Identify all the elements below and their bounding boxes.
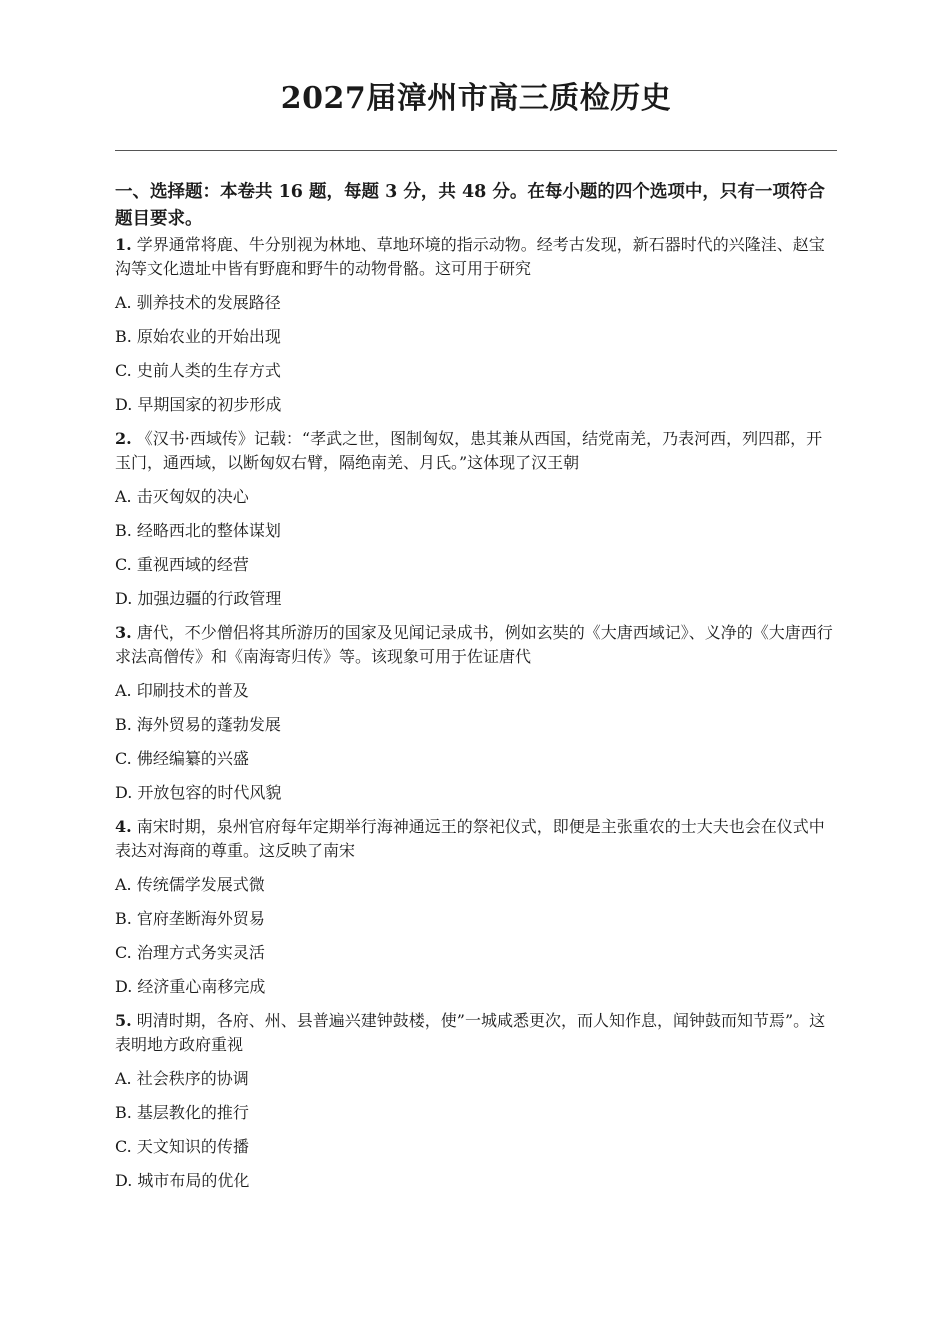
page-title: 2027届漳州市高三质检历史 [280, 81, 672, 116]
question-text: 《汉书·西域传》记载：“孝武之世，图制匈奴，患其兼从西国，结党南羌，乃表河西，列四郡，开玉门，通西域，以断匈奴右臂，隔绝南羌、月氏。”这体现了汉王朝 [115, 429, 823, 472]
question-4 [115, 815, 837, 999]
question-text: 学界通常将鹿、牛分别视为林地、草地环境的指示动物。经考古发现，新石器时代的兴隆洼、赵宝沟等文化遗址中皆有野鹿和野牛的动物骨骼。这可用于研究 [115, 235, 825, 278]
question-number: 4. [115, 817, 132, 836]
option-d: D. 加强边疆的行政管理 [115, 589, 282, 608]
option-d: D. 开放包容的时代风貌 [115, 783, 282, 802]
option-b: B. 官府垄断海外贸易 [115, 909, 265, 928]
option-a: A. 击灭匈奴的决心 [115, 487, 249, 506]
question-1 [115, 233, 837, 417]
question-number: 5. [115, 1011, 132, 1030]
option-d: D. 城市布局的优化 [115, 1171, 250, 1190]
option-c: C. 天文知识的传播 [115, 1137, 249, 1156]
option-a: A. 传统儒学发展式微 [115, 875, 265, 894]
question-number: 2. [115, 429, 132, 448]
question-stem [115, 233, 837, 281]
question-number: 3. [115, 623, 132, 642]
question-text: 南宋时期，泉州官府每年定期举行海神通远王的祭祀仪式，即便是主张重农的士大夫也会在仪式中表达对海商的尊重。这反映了南宋 [115, 817, 825, 860]
title-divider [115, 150, 837, 151]
option-a: A. 社会秩序的协调 [115, 1069, 249, 1088]
option-d: D. 经济重心南移完成 [115, 977, 266, 996]
question-stem [115, 621, 837, 669]
option-c: C. 重视西域的经营 [115, 555, 249, 574]
option-b: B. 原始农业的开始出现 [115, 327, 281, 346]
option-c: C. 治理方式务实灵活 [115, 943, 265, 962]
question-stem [115, 427, 837, 475]
option-d: D. 早期国家的初步形成 [115, 395, 282, 414]
option-b: B. 基层教化的推行 [115, 1103, 249, 1122]
question-2 [115, 427, 837, 611]
question-number: 1. [115, 235, 132, 254]
option-a: A. 驯养技术的发展路径 [115, 293, 281, 312]
question-text: 明清时期，各府、州、县普遍兴建钟鼓楼，使”一城咸悉更次，而人知作息，闻钟鼓而知节焉”。这表明地方政府重视 [115, 1011, 826, 1054]
option-b: B. 海外贸易的蓬勃发展 [115, 715, 281, 734]
option-c: C. 佛经编纂的兴盛 [115, 749, 249, 768]
question-5 [115, 1009, 837, 1193]
option-a: A. 印刷技术的普及 [115, 681, 249, 700]
question-3 [115, 621, 837, 805]
option-b: B. 经略西北的整体谋划 [115, 521, 281, 540]
question-stem [115, 815, 837, 863]
exam-page [115, 0, 837, 1193]
section-heading: 一、选择题：本卷共 16 题，每题 3 分，共 48 分。在每小题的四个选项中，只有一项符合题目要求。 [115, 182, 825, 229]
option-c: C. 史前人类的生存方式 [115, 361, 281, 380]
question-text: 唐代，不少僧侣将其所游历的国家及见闻记录成书，例如玄奘的《大唐西域记》、义净的《大唐西行求法高僧传》和《南海寄归传》等。该现象可用于佐证唐代 [115, 623, 833, 666]
question-stem [115, 1009, 837, 1057]
